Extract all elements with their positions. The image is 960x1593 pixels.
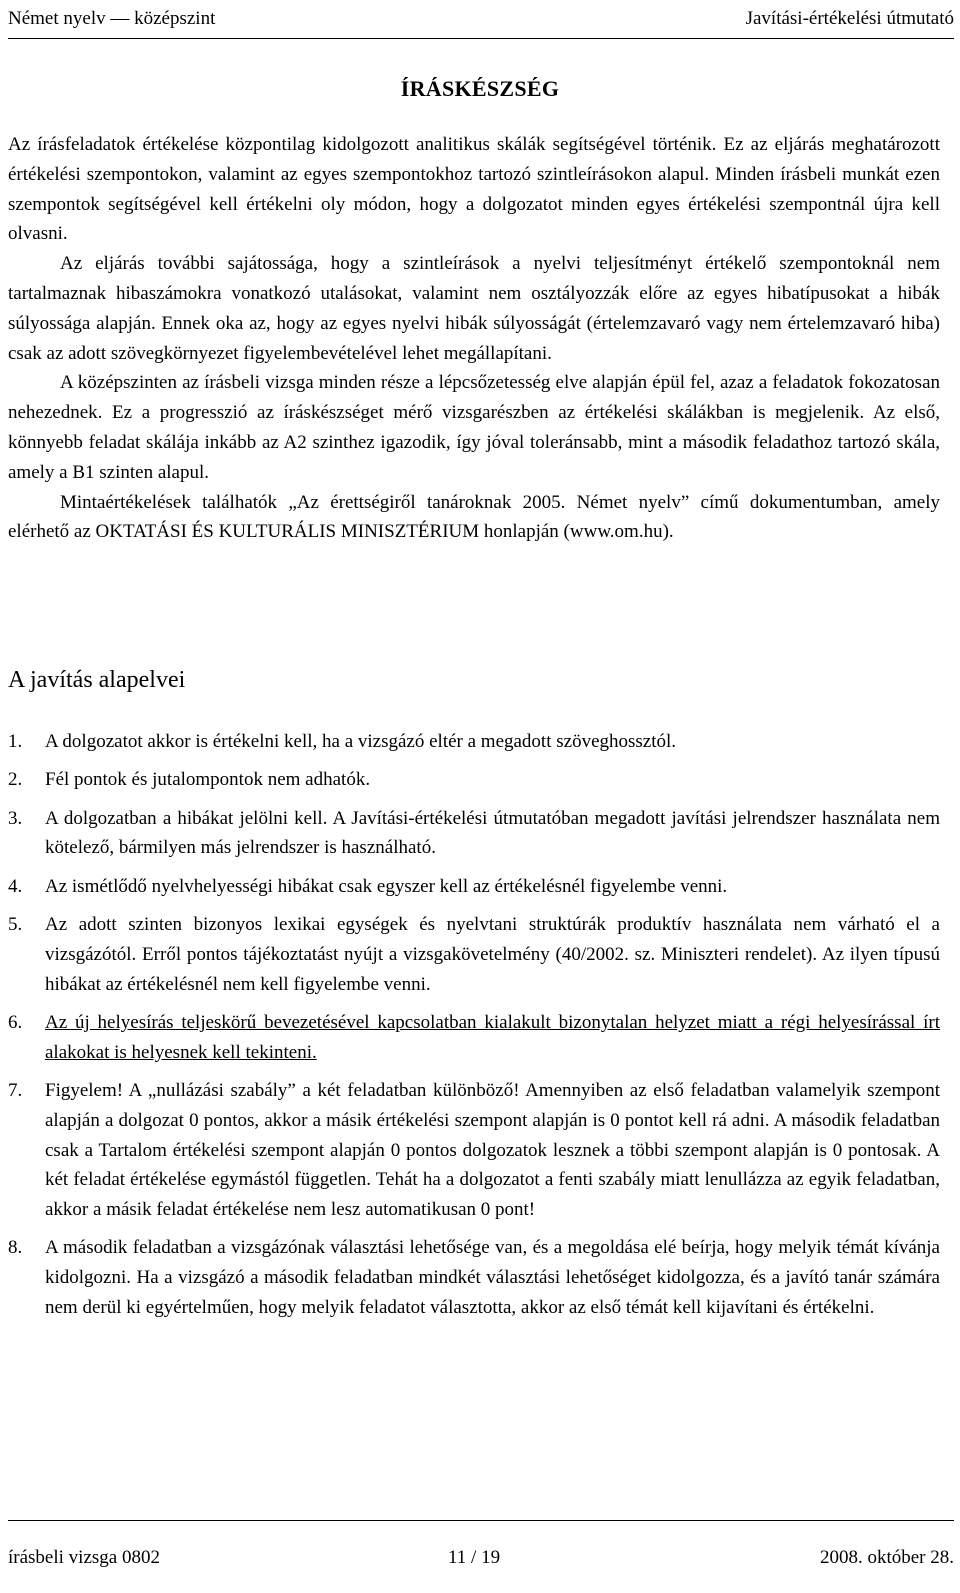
list-number: 4.: [8, 875, 23, 897]
list-text: Az adott szinten bizonyos lexikai egységek és nyelvtani struktúrák produktív használata nem várható el a vizsgázótól. Erről pontos tájékoztatást nyújt a vizsgakövetelmény (40/2002. sz. Miniszteri rendelet). Az ilyen típusú hibákat az értékelésnél nem kell figyelembe venni.: [45, 913, 940, 995]
header-doc-type: Javítási-értékelési útmutató: [745, 8, 954, 29]
footer-exam-code: írásbeli vizsga 0802: [8, 1547, 160, 1568]
list-item: [8, 1008, 940, 1068]
list-text: Az ismétlődő nyelvhelyességi hibákat csak egyszer kell az értékelésnél figyelembe venni.: [45, 875, 728, 897]
rules-list: [8, 727, 940, 1331]
list-text: Fél pontok és jutalompontok nem adhatók.: [45, 769, 371, 791]
paragraph-1: Az írásfeladatok értékelése központilag kidolgozott analitikus skálák segítségével történik. Ez az eljárás meghatározott értékelési szempontokon, valamint az egyes szempontokhoz tartozó szintleírásokon alapul. Minden írásbeli munkát ezen szempontok segítségével kell értékelni oly módon, hogy a dolgozatot minden egyes értékelési szempontnál újra kell olvasni.: [8, 134, 940, 245]
paragraph-3: A középszinten az írásbeli vizsga minden része a lépcsőzetesség elve alapján épül fel, azaz a feladatok fokozatosan nehezednek. Ez a progresszió az íráskészséget mérő vizsgarészben az értékelési skálákban is megjelenik. Az első, könnyebb feladat skálája inkább az A2 szinthez igazodik, így jóval toleránsabb, mint a második feladathoz tartozó skála, amely a B1 szinten alapul.: [8, 372, 940, 483]
list-item: [8, 1233, 940, 1322]
list-text: Figyelem! A „nullázási szabály” a két feladatban különböző! Amennyiben az első feladatban valamelyik szempont alapján a dolgozat 0 pontos, akkor a másik értékelési szempont alapján is 0 pontot kell rá adni. A második feladatban csak a Tartalom értékelési szempont alapján 0 pontos dolgozatok lesznek a többi szempont alapján is 0 pontosak. A két feladat értékelése egymástól független. Tehát ha a dolgozatot a fenti szabály miatt lenullázza az egyik feladatban, akkor a másik feladat értékelése nem lesz automatikusan 0 pont!: [45, 1079, 940, 1221]
list-item: [8, 765, 940, 795]
list-text: A dolgozatot akkor is értékelni kell, ha a vizsgázó eltér a megadott szöveghossztól.: [45, 731, 677, 752]
list-text: A második feladatban a vizsgázónak választási lehetősége van, és a megoldása elé beírja, hogy melyik témát kívánja kidolgozni. Ha a vizsgázó a második feladatban mindkét választási lehetőséget kidolgozza, és a javító tanár számára nem derül ki egyértelműen, hogy melyik feladatot választotta, akkor az első témát kell kijavítani és értékelni.: [45, 1237, 940, 1319]
header-subject: Német nyelv — középszint: [8, 8, 216, 29]
list-number: 3.: [8, 807, 23, 829]
paragraph-2: Az eljárás további sajátossága, hogy a szintleírások a nyelvi teljesítményt értékelő szempontoknál nem tartalmaznak hibaszámokra vonatkozó utalásokat, valamint nem osztályozzák előre az egyes hibatípusokat a hibák súlyossága alapján. Ennek oka az, hogy az egyes nyelvi hibák súlyosságát (értelemzavaró vagy nem értelemzavaró hiba) csak az adott szövegkörnyezet figyelembevételével lehet megállapítani.: [8, 253, 940, 364]
list-item: [8, 727, 940, 757]
paragraph-4: Mintaértékelések találhatók „Az érettségiről tanároknak 2005. Német nyelv” című dokumentumban, amely elérhető az OKTATÁSI ÉS KULTURÁLIS MINISZTÉRIUM honlapján (www.om.hu).: [8, 491, 940, 543]
list-item: [8, 910, 940, 999]
list-item: [8, 872, 940, 902]
footer-date: 2008. október 28.: [819, 1547, 954, 1568]
list-item: [8, 1076, 940, 1225]
list-text: A dolgozatban a hibákat jelölni kell. A Javítási-értékelési útmutatóban megadott javítási jelrendszer használata nem kötelező, bármilyen más jelrendszer is használható.: [45, 807, 940, 859]
section-heading: A javítás alapelvei: [8, 667, 186, 693]
list-number: 5.: [8, 913, 23, 935]
list-number: 7.: [8, 1079, 23, 1101]
list-item: [8, 804, 940, 864]
list-number: 8.: [8, 1237, 23, 1259]
list-text-underlined: Az új helyesírás teljeskörű bevezetésével kapcsolatban kialakult bizonytalan helyzet miatt a régi helyesírással írt alakokat is helyesnek kell tekinteni.: [45, 1011, 940, 1063]
footer-page-number: 11 / 19: [448, 1547, 501, 1568]
intro-section: [8, 130, 940, 547]
page-header: [8, 8, 954, 39]
page-title: ÍRÁSKÉSZSÉG: [400, 76, 560, 101]
list-number: 6.: [8, 1011, 23, 1033]
page-footer: [8, 1520, 954, 1593]
list-number: 2.: [8, 769, 23, 791]
list-number: 1.: [8, 731, 23, 752]
